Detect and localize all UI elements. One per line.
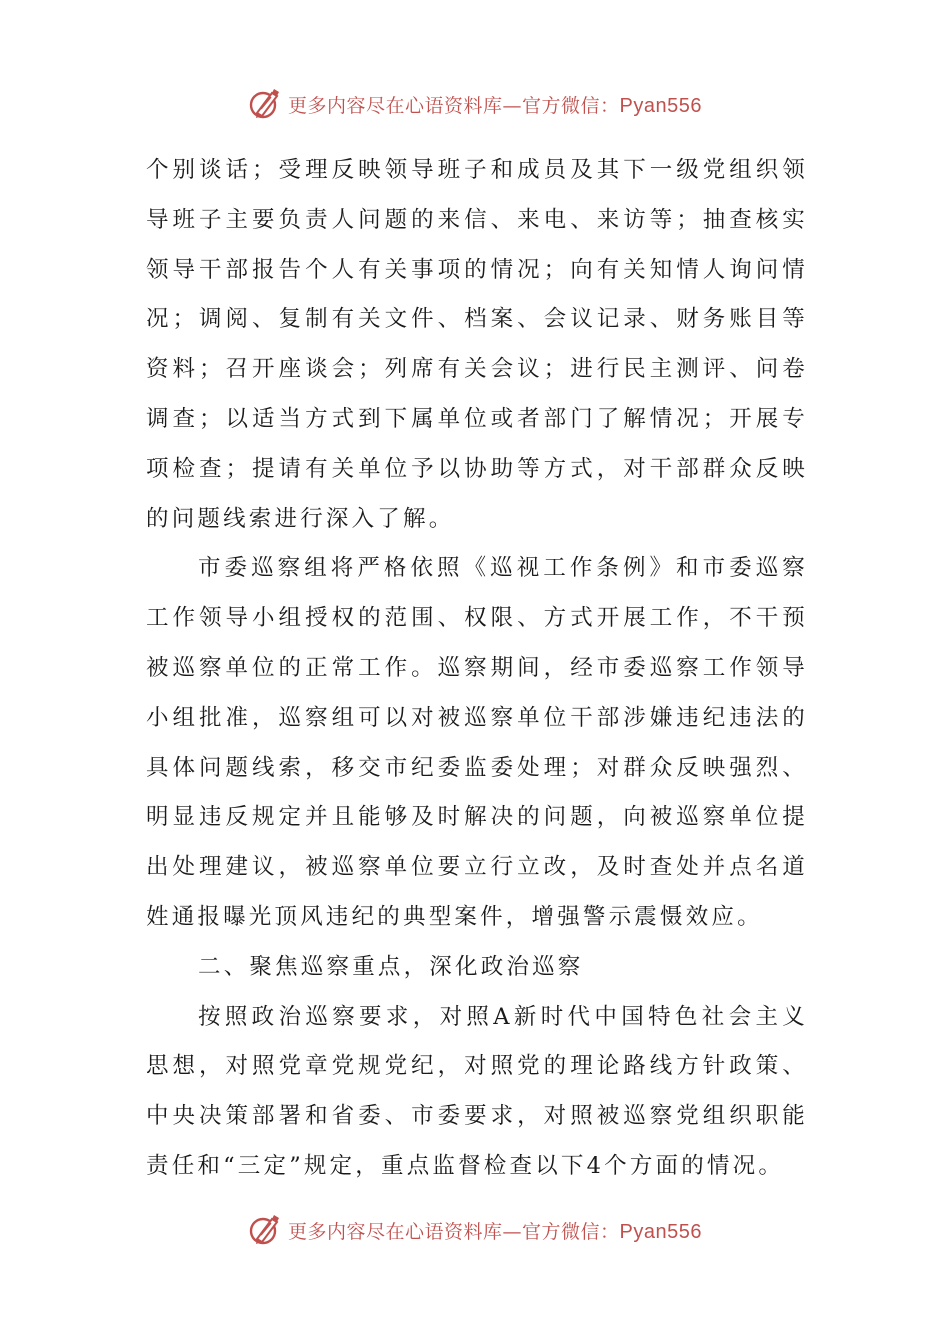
footer-banner-wechat-id: Pyan556 (619, 1220, 702, 1243)
paragraph-3: 按照政治巡察要求，对照A新时代中国特色社会主义思想，对照党章党规党纪，对照党的理论路线方针政策、中央决策部署和省委、市委要求，对照被巡察党组织职能责任和“三定”规定，重点监督检查以下4个方面的情况。 (146, 1003, 808, 1179)
footer-banner-text-cn: 更多内容尽在心语资料库—官方微信： (288, 1220, 620, 1243)
pen-nib-circle-icon (248, 1213, 282, 1247)
header-banner-text-cn: 更多内容尽在心语资料库—官方微信： (288, 94, 620, 117)
header-banner-wechat-id: Pyan556 (619, 94, 702, 117)
footer-banner (0, 1210, 950, 1250)
header-banner (0, 84, 950, 124)
pen-nib-circle-icon (248, 87, 282, 121)
header-banner-text (288, 91, 702, 118)
paragraph-2: 市委巡察组将严格依照《巡视工作条例》和市委巡察工作领导小组授权的范围、权限、方式开展工作，不干预被巡察单位的正常工作。巡察期间，经市委巡察工作领导小组批准，巡察组可以对被巡察单位干部涉嫌违纪违法的具体问题线索，移交市纪委监委处理；对群众反映强烈、明显违反规定并且能够及时解决的问题，向被巡察单位提出处理建议，被巡察单位要立行立改，及时查处并点名道姓通报曝光顶风违纪的典型案件，增强警示震慑效应。 (146, 555, 808, 930)
footer-banner-text (288, 1217, 702, 1244)
paragraph-1: 个别谈话；受理反映领导班子和成员及其下一级党组织领导班子主要负责人问题的来信、来电、来访等；抽查核实领导干部报告个人有关事项的情况；向有关知情人询问情况；调阅、复制有关文件、档案、会议记录、财务账目等资料；召开座谈会；列席有关会议；进行民主测评、问卷调查；以适当方式到下属单位或者部门了解情况；开展专项检查；提请有关单位予以协助等方式，对干部群众反映的问题线索进行深入了解。 (146, 157, 808, 532)
section-heading: 二、聚焦巡察重点，深化政治巡察 (198, 953, 584, 980)
document-body (146, 146, 808, 1192)
